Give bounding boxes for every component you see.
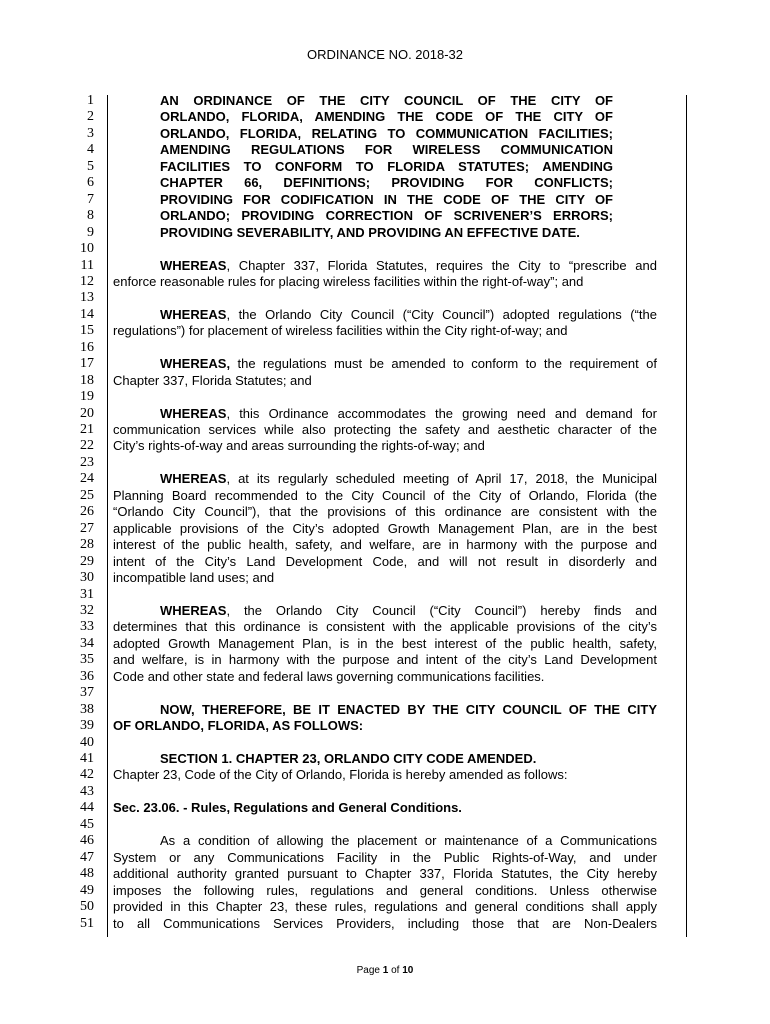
document-line (0, 783, 770, 800)
text-run: Chapter 23, Code of the City of Orlando, Florida is hereby amended as follows: (113, 767, 568, 783)
line-number: 26 (80, 504, 94, 520)
document-line (0, 635, 770, 652)
bold-text-run: WHEREAS (160, 602, 227, 618)
document-line (0, 158, 770, 175)
bold-text-run: OF ORLANDO, FLORIDA, AS FOLLOWS: (113, 718, 364, 734)
line-number: 3 (87, 125, 94, 141)
text-run: “Orlando City Council”), that the provisions of this ordinance are consistent with the (113, 504, 657, 520)
line-number: 23 (80, 454, 94, 470)
document-line (0, 108, 770, 125)
line-text (160, 191, 613, 208)
bold-text-run: AN ORDINANCE OF THE CITY COUNCIL OF THE CITY OF (160, 93, 613, 108)
document-line (0, 651, 770, 668)
line-number: 43 (80, 783, 94, 799)
line-text (113, 865, 657, 882)
text-run: , Chapter 337, Florida Statutes, requires the City to “prescribe and (226, 257, 657, 273)
line-number: 38 (80, 701, 94, 717)
line-text (113, 849, 657, 866)
line-number: 6 (87, 175, 94, 191)
bold-text-run: PROVIDING FOR CODIFICATION IN THE CODE OF THE CITY OF (160, 191, 613, 207)
line-number: 41 (80, 751, 94, 766)
text-run: , this Ordinance accommodates the growing need and demand for (226, 405, 657, 421)
line-text (113, 520, 657, 537)
line-number: 8 (87, 208, 94, 224)
line-number: 20 (80, 405, 94, 421)
line-text (113, 503, 657, 520)
line-number: 40 (80, 734, 94, 750)
line-text (160, 224, 613, 241)
line-text (160, 108, 613, 125)
text-run: provided in this Chapter 23, these rules, regulations and general conditions shall apply (113, 899, 657, 915)
bold-text-run: ORLANDO, FLORIDA, RELATING TO COMMUNICATION FACILITIES; (160, 125, 613, 141)
text-run: enforce reasonable rules for placing wireless facilities within the right-of-way”; and (113, 273, 584, 289)
line-text (160, 125, 613, 142)
line-number: 35 (80, 652, 94, 668)
line-text (160, 92, 613, 109)
line-number: 24 (80, 471, 94, 487)
bold-text-run: WHEREAS (160, 471, 227, 487)
line-number: 4 (87, 142, 94, 158)
line-number: 51 (80, 915, 94, 931)
line-text (113, 273, 657, 290)
bold-text-run: WHEREAS (160, 405, 227, 421)
bold-text-run: FACILITIES TO CONFORM TO FLORIDA STATUTES; AMENDING (160, 158, 613, 174)
line-number: 49 (80, 882, 94, 898)
text-run: , the Orlando City Council (“City Council”) adopted regulations (“the (226, 306, 657, 322)
document-line (0, 92, 770, 109)
text-run: communication services while also protecting the safety and aesthetic character of the (113, 422, 657, 437)
line-number: 9 (87, 224, 94, 240)
bold-text-run: PROVIDING SEVERABILITY, AND PROVIDING AN EFFECTIVE DATE. (160, 224, 580, 240)
line-text (160, 405, 657, 422)
document-line (0, 569, 770, 586)
text-run: , the Orlando City Council (“City Council”) hereby finds and (226, 602, 657, 618)
text-run: the regulations must be amended to conform to the requirement of (230, 356, 657, 372)
text-run: additional authority granted pursuant to Chapter 337, Florida Statutes, the City hereby (113, 866, 657, 882)
document-line (0, 487, 770, 504)
document-line (0, 470, 770, 487)
document-line (0, 816, 770, 833)
document-line (0, 322, 770, 339)
document-line (0, 454, 770, 471)
line-number: 19 (80, 389, 94, 405)
text-run: and welfare, is in harmony with the purpose and intent of the city’s Land Development (113, 652, 657, 668)
line-number: 29 (80, 553, 94, 569)
document-line (0, 174, 770, 191)
document-line (0, 372, 770, 389)
document-line (0, 141, 770, 158)
line-number: 46 (80, 833, 94, 849)
document-line (0, 865, 770, 882)
bold-text-run: AMENDING REGULATIONS FOR WIRELESS COMMUNICATION (160, 142, 613, 158)
line-text (113, 553, 657, 570)
text-run: adopted Growth Management Plan, is in the best interest of the public health, safety, (113, 635, 657, 651)
text-run: , at its regularly scheduled meeting of April 17, 2018, the Municipal (226, 471, 657, 487)
line-text (160, 257, 657, 274)
line-number: 17 (80, 356, 94, 372)
document-line (0, 849, 770, 866)
line-text (113, 766, 657, 783)
line-number: 50 (80, 899, 94, 915)
line-text (160, 158, 613, 175)
line-text (160, 701, 657, 718)
document-line (0, 553, 770, 570)
document-line (0, 355, 770, 372)
line-number: 21 (80, 422, 94, 437)
text-run: incompatible land uses; and (113, 570, 275, 586)
line-text (113, 882, 657, 899)
document-line (0, 602, 770, 619)
line-number: 14 (80, 306, 94, 322)
line-number: 31 (80, 586, 94, 602)
text-run: interest of the public health, safety, and welfare, are in harmony with the purpose and (113, 537, 657, 553)
line-number: 37 (80, 685, 94, 701)
document-line (0, 306, 770, 323)
line-number: 32 (80, 602, 94, 618)
page-header-title: ORDINANCE NO. 2018-32 (306, 47, 464, 62)
page-number: 1 (382, 965, 389, 976)
text-run: City’s rights-of-way and areas surrounding the rights-of-way; and (113, 438, 485, 454)
line-text (113, 618, 657, 635)
line-text (113, 372, 657, 389)
document-line (0, 766, 770, 783)
bold-text-run: Sec. 23.06. - Rules, Regulations and General Conditions. (113, 800, 462, 816)
line-number: 1 (87, 93, 94, 108)
text-run: intent of the City’s Land Development Code, and will not result in disorderly and (113, 553, 657, 569)
line-number: 15 (80, 323, 94, 339)
line-number: 2 (87, 109, 94, 125)
line-text (113, 668, 657, 685)
document-line (0, 668, 770, 685)
document-line (0, 240, 770, 257)
document-line (0, 717, 770, 734)
line-number: 27 (80, 520, 94, 536)
document-line (0, 898, 770, 915)
line-number: 34 (80, 635, 94, 651)
line-number: 11 (80, 257, 94, 273)
line-text (113, 635, 657, 652)
page-label: Page (356, 965, 383, 976)
line-number: 45 (80, 816, 94, 832)
line-number: 44 (80, 800, 94, 816)
document-line (0, 257, 770, 274)
document-line (0, 421, 770, 438)
document-line (0, 405, 770, 422)
document-line (0, 125, 770, 142)
document-line (0, 684, 770, 701)
line-number: 12 (80, 273, 94, 289)
line-text (113, 421, 657, 438)
line-number: 18 (80, 372, 94, 388)
text-run: to all Communications Services Providers, including those that are Non-Dealers (113, 915, 657, 931)
document-line (0, 207, 770, 224)
document-line (0, 915, 770, 932)
line-text (160, 306, 657, 323)
document-line (0, 750, 770, 767)
line-text (113, 898, 657, 915)
page-of: of (388, 965, 403, 976)
document-line (0, 437, 770, 454)
line-text (113, 651, 657, 668)
document-line (0, 734, 770, 751)
line-text (160, 355, 657, 372)
line-number: 42 (80, 767, 94, 783)
text-run: determines that this ordinance is consistent with the applicable provisions of the city’s (113, 619, 657, 635)
line-text (160, 174, 613, 191)
document-line (0, 289, 770, 306)
page-total: 10 (402, 965, 414, 976)
bold-text-run: NOW, THEREFORE, BE IT ENACTED BY THE CITY COUNCIL OF THE CITY (160, 701, 657, 717)
line-number: 36 (80, 668, 94, 684)
line-number: 47 (80, 849, 94, 865)
line-text (160, 750, 657, 767)
bold-text-run: WHEREAS (160, 306, 227, 322)
line-text (160, 141, 613, 158)
text-run: regulations”) for placement of wireless facilities within the City right-of-way; and (113, 323, 568, 339)
document-line (0, 388, 770, 405)
document-line (0, 503, 770, 520)
document-line (0, 701, 770, 718)
line-number: 7 (87, 191, 94, 207)
line-number: 39 (80, 718, 94, 734)
line-text (160, 470, 657, 487)
line-number: 10 (80, 241, 94, 257)
bold-text-run: WHEREAS (160, 257, 227, 273)
document-line (0, 520, 770, 537)
bold-text-run: SECTION 1. CHAPTER 23, ORLANDO CITY CODE AMENDED. (160, 751, 537, 766)
line-number: 48 (80, 866, 94, 882)
line-text (113, 915, 657, 932)
document-line (0, 191, 770, 208)
text-run: applicable provisions of the City’s adopted Growth Management Plan, are in the best (113, 520, 657, 536)
document-line (0, 618, 770, 635)
text-run: As a condition of allowing the placement or maintenance of a Communications (160, 833, 657, 849)
line-number: 25 (80, 487, 94, 503)
line-text (160, 207, 613, 224)
line-text (113, 717, 657, 734)
bold-text-run: WHEREAS, (160, 356, 231, 372)
line-number: 22 (80, 438, 94, 454)
line-number: 5 (87, 158, 94, 174)
document-line (0, 224, 770, 241)
text-run: System or any Communications Facility in the Public Rights-of-Way, and under (113, 849, 657, 865)
line-number: 13 (80, 290, 94, 306)
line-text (113, 322, 657, 339)
line-text (113, 487, 657, 504)
bold-text-run: ORLANDO, FLORIDA, AMENDING THE CODE OF THE CITY OF (160, 109, 613, 125)
line-number: 30 (80, 570, 94, 586)
text-run: imposes the following rules, regulations and general conditions. Unless otherwise (113, 882, 657, 898)
line-text (113, 799, 657, 816)
document-line (0, 882, 770, 899)
line-text (113, 569, 657, 586)
document-line (0, 536, 770, 553)
line-number: 33 (80, 619, 94, 635)
document-line (0, 799, 770, 816)
bold-text-run: ORLANDO; PROVIDING CORRECTION OF SCRIVENER’S ERRORS; (160, 208, 613, 224)
text-run: Chapter 337, Florida Statutes; and (113, 372, 312, 388)
line-text (160, 602, 657, 619)
line-text (113, 536, 657, 553)
line-number: 28 (80, 537, 94, 553)
document-line (0, 832, 770, 849)
text-run: Planning Board recommended to the City Council of the City of Orlando, Florida (the (113, 487, 657, 503)
document-line (0, 273, 770, 290)
page-footer (0, 965, 770, 976)
line-number: 16 (80, 339, 94, 355)
text-run: Code and other state and federal laws governing communications facilities. (113, 668, 545, 684)
line-text (113, 437, 657, 454)
document-line (0, 339, 770, 356)
bold-text-run: CHAPTER 66, DEFINITIONS; PROVIDING FOR CONFLICTS; (160, 175, 613, 191)
document-line (0, 586, 770, 603)
line-text (160, 832, 657, 849)
